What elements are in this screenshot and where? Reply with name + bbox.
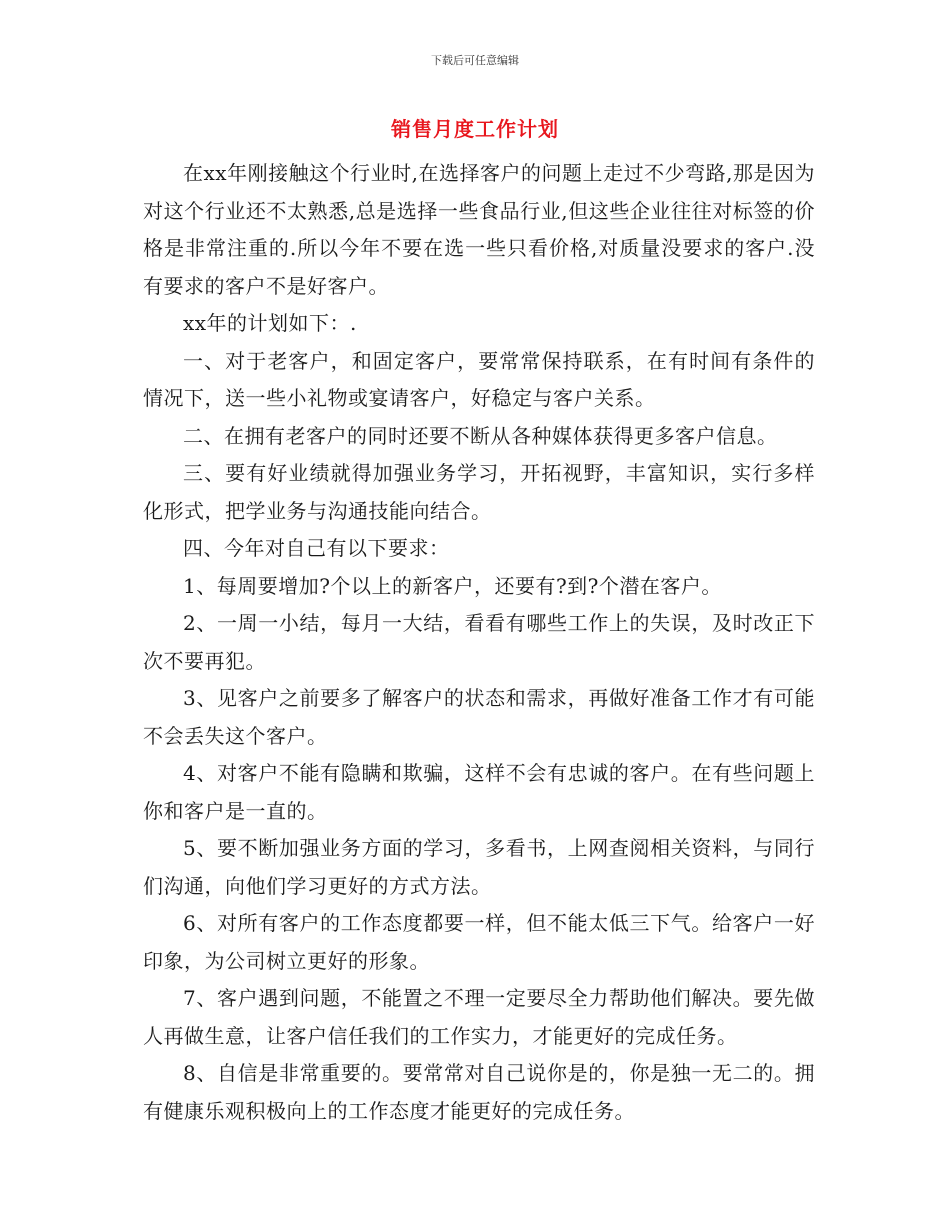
paragraph-item-2: 二、在拥有老客户的同时还要不断从各种媒体获得更多客户信息。 <box>183 423 778 448</box>
paragraph-plan-heading: xx年的计划如下：. <box>183 311 357 335</box>
requirement-2: 2、一周一小结，每月一大结，看看有哪些工作上的失误，及时改正下次不要再犯。 <box>143 611 815 673</box>
requirement-4: 4、对客户不能有隐瞒和欺骗，这样不会有忠诚的客户。在有些问题上你和客户是一直的。 <box>143 761 815 823</box>
document-body <box>143 155 815 1130</box>
requirement-5: 5、要不断加强业务方面的学习，多看书，上网查阅相关资料，与同行们沟通，向他们学习更好的方式方法。 <box>143 836 815 898</box>
requirement-7: 7、客户遇到问题，不能置之不理一定要尽全力帮助他们解决。要先做人再做生意，让客户信任我们的工作实力，才能更好的完成任务。 <box>143 986 815 1048</box>
requirement-3: 3、见客户之前要多了解客户的状态和需求，再做好准备工作才有可能不会丢失这个客户。 <box>143 686 815 748</box>
paragraph-item-3: 三、要有好业绩就得加强业务学习，开拓视野，丰富知识，实行多样化形式，把学业务与沟通技能向结合。 <box>143 461 815 523</box>
page-header: 下载后可任意编辑 <box>431 54 519 67</box>
paragraph-intro: 在xx年刚接触这个行业时,在选择客户的问题上走过不少弯路,那是因为对这个行业还不太熟悉,总是选择一些食品行业,但这些企业往往对标签的价格是非常注重的.所以今年不要在选一些只看价格,对质量没要求的客户.没有要求的客户不是好客户。 <box>143 161 815 298</box>
paragraph-item-4: 四、今年对自己有以下要求： <box>183 536 450 560</box>
requirement-6: 6、对所有客户的工作态度都要一样，但不能太低三下气。给客户一好印象，为公司树立更好的形象。 <box>143 911 815 973</box>
paragraph-item-1: 一、对于老客户，和固定客户，要常常保持联系，在有时间有条件的情况下，送一些小礼物或宴请客户，好稳定与客户关系。 <box>143 348 815 410</box>
requirement-8: 8、自信是非常重要的。要常常对自己说你是的，你是独一无二的。拥有健康乐观积极向上的工作态度才能更好的完成任务。 <box>143 1061 815 1123</box>
document-title: 销售月度工作计划 <box>391 117 559 141</box>
requirement-1: 1、每周要增加?个以上的新客户，还要有?到?个潜在客户。 <box>183 573 722 598</box>
